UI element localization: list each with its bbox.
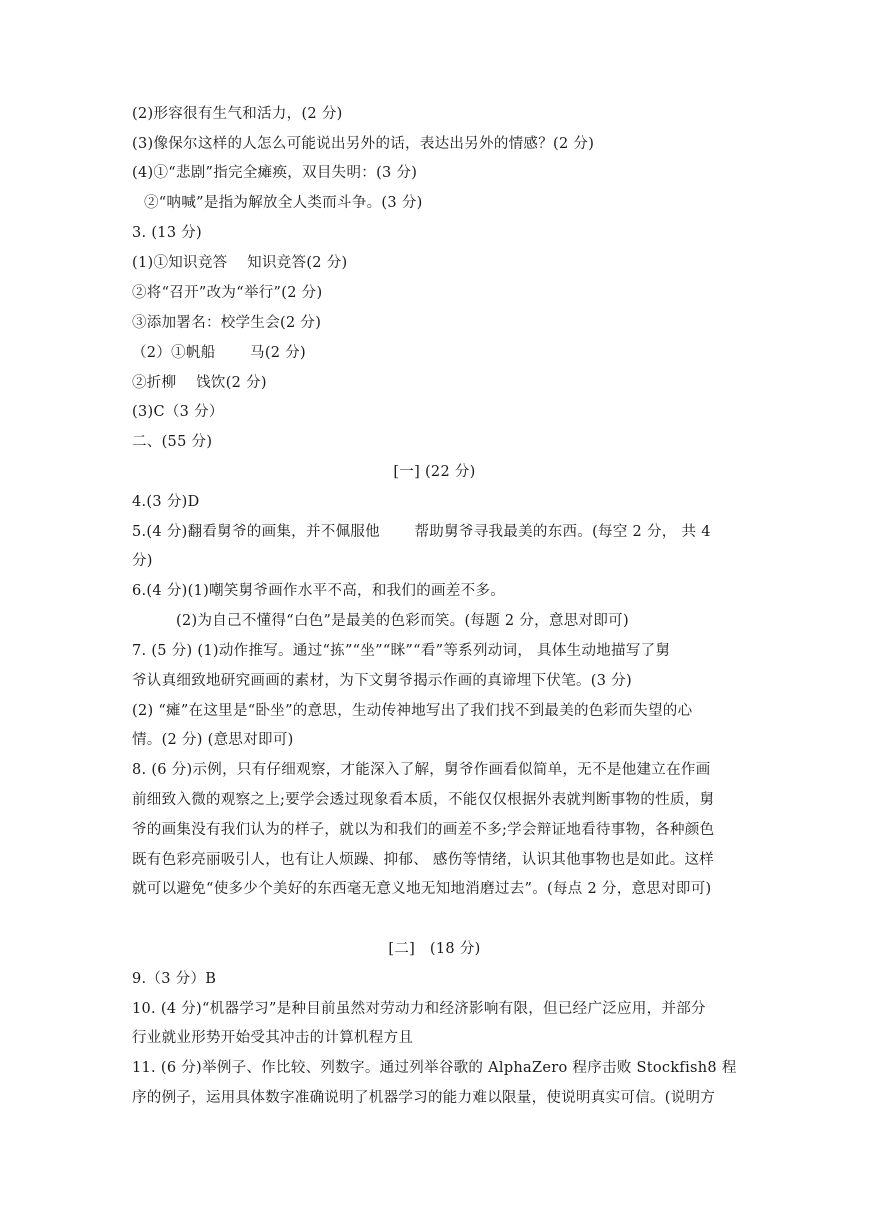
answer-line: (3)C（3 分） <box>132 404 224 420</box>
answer-line: 6.(4 分)(1)嘲笑舅爷画作水平不高，和我们的画差不多。 <box>132 583 506 599</box>
answer-line: ②“呐喊”是指为解放全人类而斗争。(3 分) <box>144 195 423 211</box>
answer-line: 7. (5 分) (1)动作推写。通过“拣”“坐”“眯”“看”等系列动词， 具体生动地描写了舅 <box>132 643 671 659</box>
answer-line: 既有色彩亮丽吸引人，也有让人烦躁、抑郁、 感伤等情绪，认识其他事物也是如此。这样 <box>132 852 715 868</box>
answer-line: (1)①知识竞答 知识竞答(2 分) <box>132 255 348 271</box>
answer-line: 行业就业形势开始受其冲击的计算机程方且 <box>132 1030 414 1046</box>
answer-line: ③添加署名：校学生会(2 分) <box>132 315 322 331</box>
subsection-heading: [二] (18 分) <box>388 941 481 957</box>
section-heading: 二、(55 分) <box>132 434 213 450</box>
answer-line: 爷的画集没有我们认为的样子，就以为和我们的画差不多;学会辩证地看待事物，各种颜色 <box>132 822 715 838</box>
question-heading: 3. (13 分) <box>132 225 203 241</box>
answer-line: (3)像保尔这样的人怎么可能说出另外的话，表达出另外的情感？(2 分) <box>132 136 595 152</box>
answer-line: （2）①帆船 马(2 分) <box>132 345 306 361</box>
answer-line: 序的例子，运用具体数字准确说明了机器学习的能力难以限量，使说明真实可信。(说明方 <box>132 1090 716 1106</box>
answer-line: ②将“召开”改为“举行”(2 分) <box>132 285 323 301</box>
answer-line: (2)形容很有生气和活力，(2 分) <box>132 106 343 122</box>
answer-line: 11. (6 分)举例子、作比较、列数字。通过列举谷歌的 AlphaZero 程序击败 Stockfish8 程 <box>132 1060 737 1076</box>
answer-line: (2) “瘫”在这里是“卧坐”的意思，生动传神地写出了我们找不到最美的色彩而失望的心 <box>132 703 693 719</box>
subsection-heading: [一] (22 分) <box>393 464 476 480</box>
answer-line: 前细致入微的观察之上;要学会透过现象看本质，不能仅仅根据外表就判断事物的性质，舅 <box>132 792 715 808</box>
answer-line: (4)①“悲剧”指完全瘫痪，双目失明：(3 分) <box>132 165 418 181</box>
answer-line: 爷认真细致地研究画画的素材，为下文舅爷揭示作画的真谛埋下伏笔。(3 分) <box>132 673 632 689</box>
answer-line: 10. (4 分)“机器学习”是种目前虽然对劳动力和经济影响有限，但已经广泛应用，并部分 <box>132 1001 706 1017</box>
answer-line: 情。(2 分) (意思对即可) <box>132 732 294 748</box>
answer-line: (2)为自己不懂得“白色”是最美的色彩而笑。(每题 2 分，意思对即可) <box>176 613 629 629</box>
answer-line: 分) <box>132 553 153 569</box>
answer-line: 4.(3 分)D <box>132 494 200 510</box>
answer-line: ②折柳 饯饮(2 分) <box>132 375 267 391</box>
answer-line: 8. (6 分)示例，只有仔细观察，才能深入了解，舅爷作画看似简单，无不是他建立在作画 <box>132 762 711 778</box>
answer-line: 5.(4 分)翻看舅爷的画集，并不佩服他 帮助舅爷寻我最美的东西。(每空 2 分， 共 4 <box>132 524 711 540</box>
answer-line: 9.（3 分）B <box>132 971 217 987</box>
answer-line: 就可以避免“使多少个美好的东西毫无意义地无知地消磨过去”。(每点 2 分，意思对即可) <box>132 881 712 897</box>
